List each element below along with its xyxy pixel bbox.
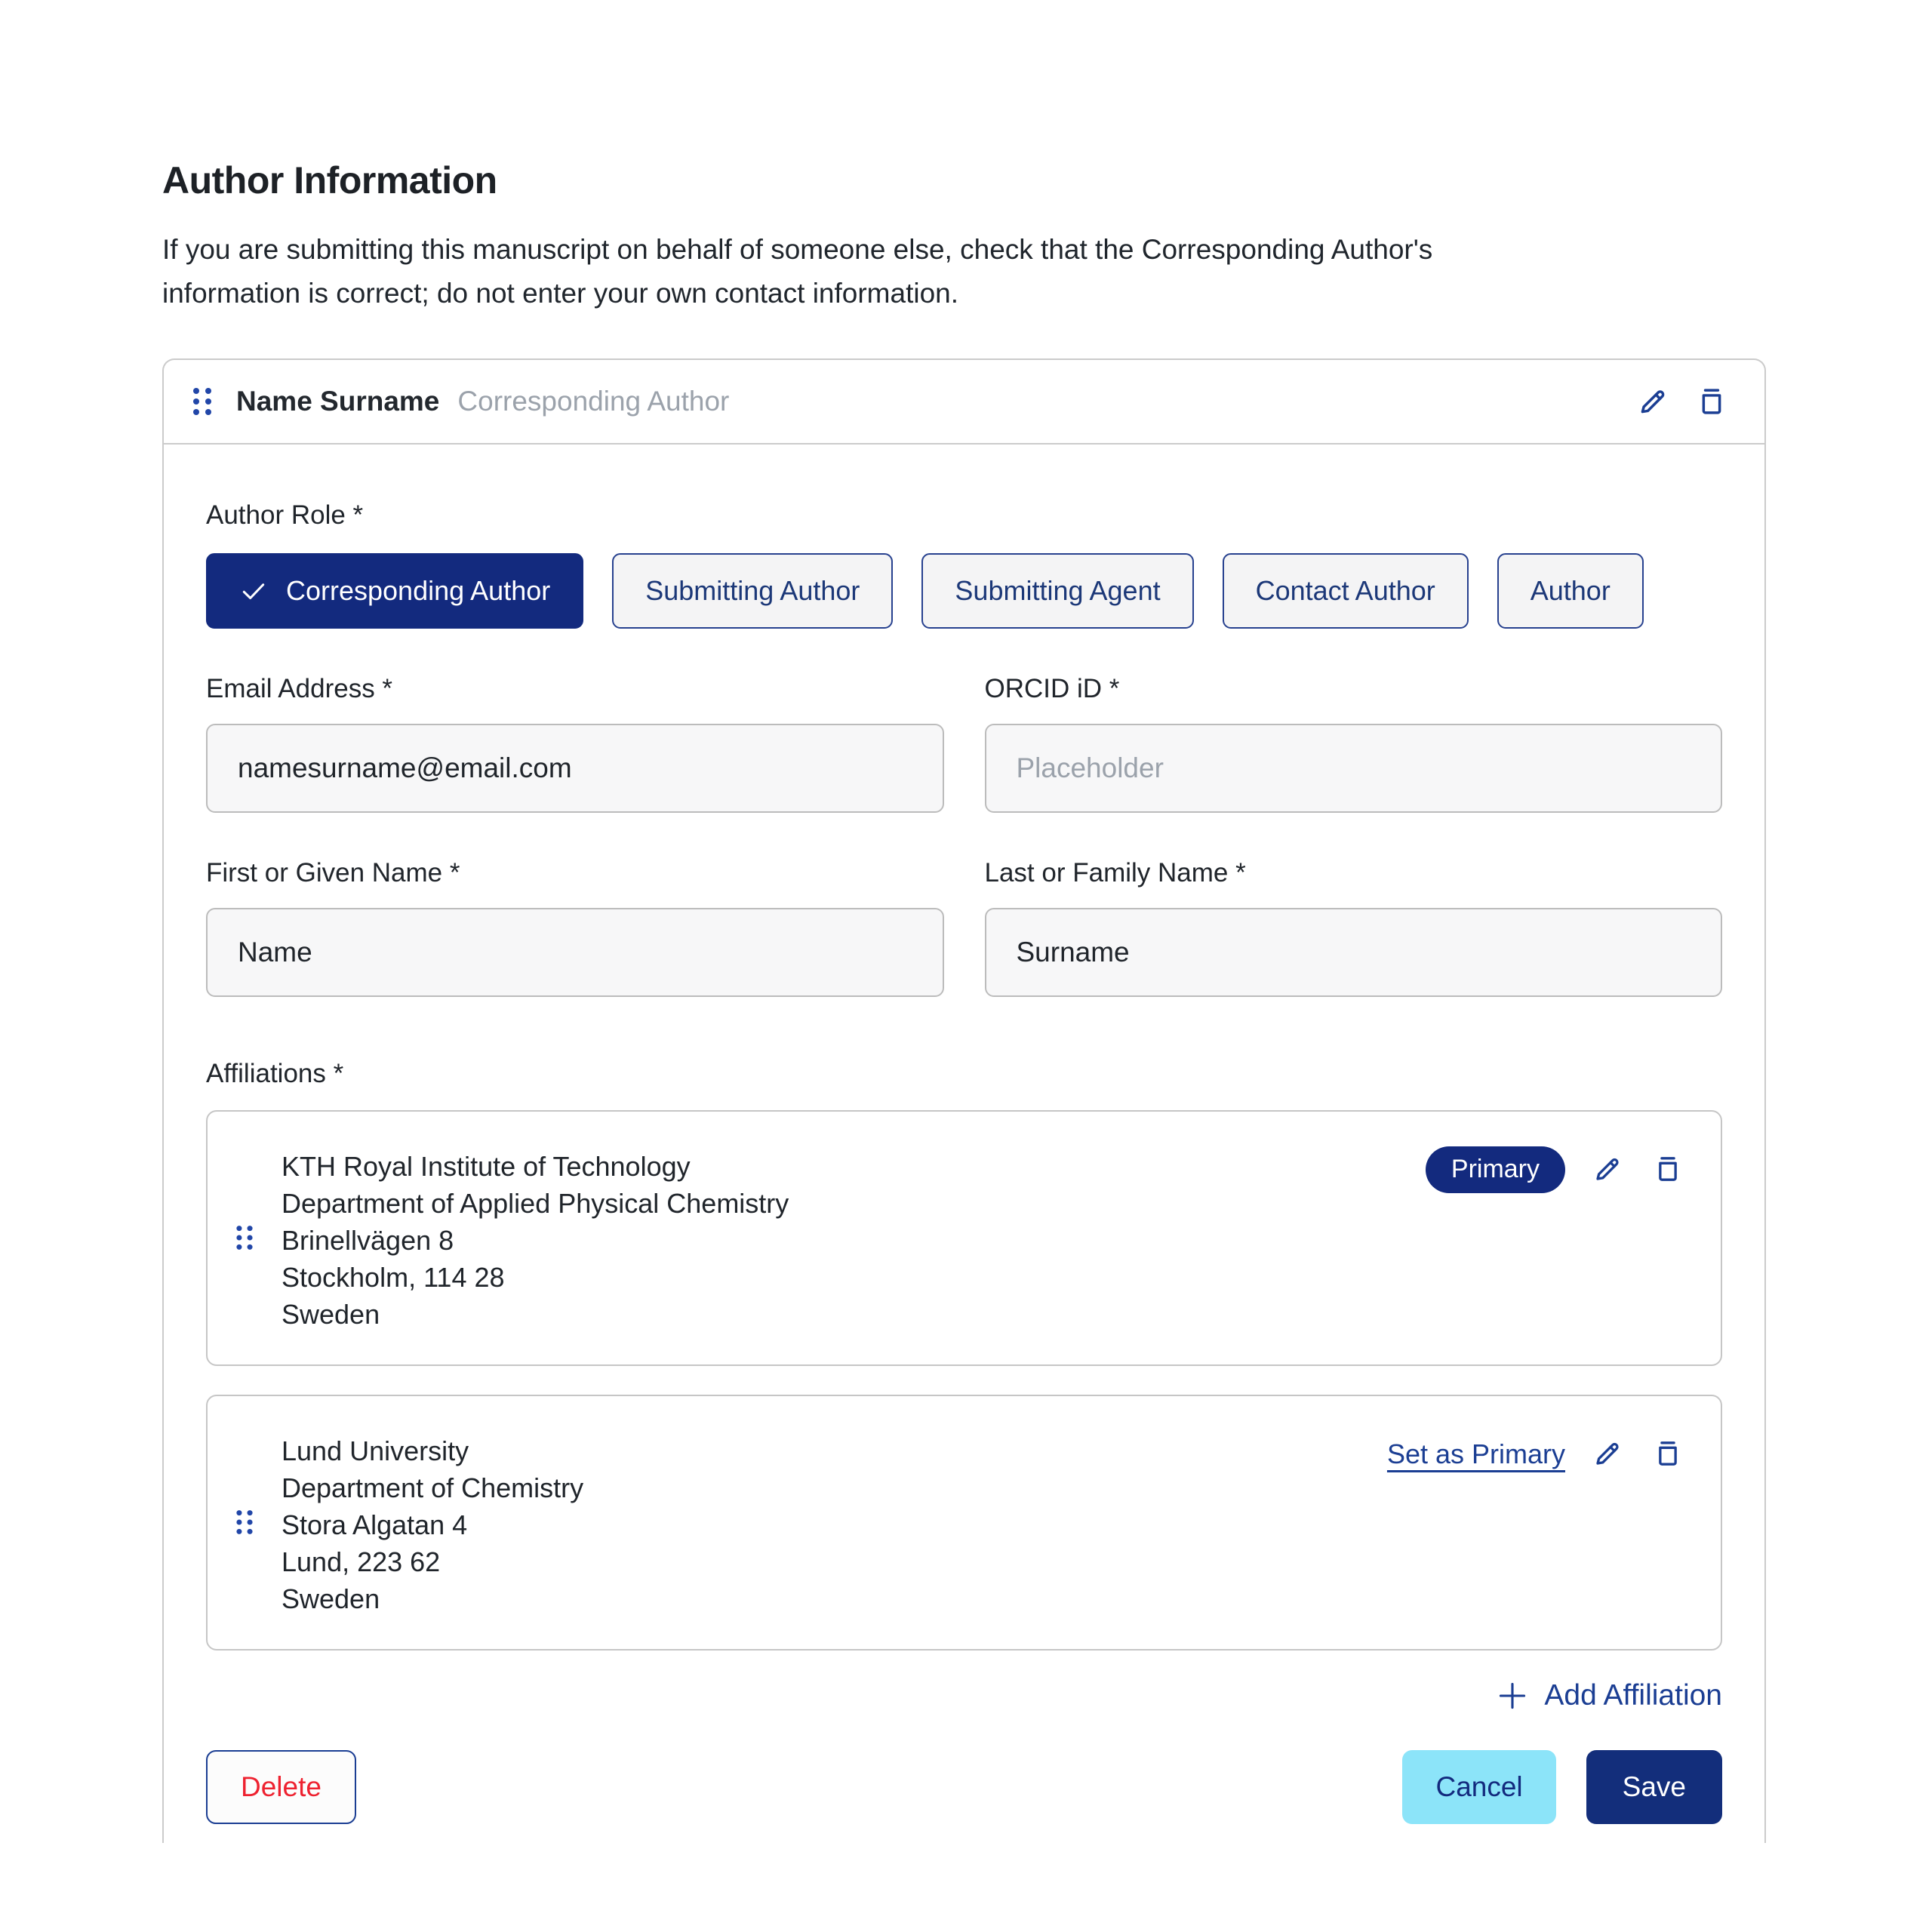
- author-role-label: Author Role *: [206, 500, 364, 530]
- email-input[interactable]: [206, 724, 944, 813]
- email-label: Email Address *: [206, 673, 393, 703]
- delete-button[interactable]: Delete: [206, 1750, 356, 1824]
- affiliations-label: Affiliations *: [206, 1058, 344, 1088]
- role-option-label: Contact Author: [1255, 574, 1435, 606]
- role-option-corresponding-author[interactable]: [206, 553, 583, 629]
- author-role-options: [206, 553, 1722, 629]
- add-affiliation-label: Add Affiliation: [1544, 1678, 1722, 1712]
- affiliation-department: Department of Applied Physical Chemistry: [281, 1187, 789, 1219]
- affiliation-street: Stora Algatan 4: [281, 1509, 468, 1540]
- set-as-primary-link[interactable]: Set as Primary: [1386, 1438, 1565, 1469]
- role-option-label: Submitting Author: [645, 574, 860, 606]
- orcid-input[interactable]: [985, 724, 1723, 813]
- author-card-header: [164, 360, 1764, 445]
- affiliation-country: Sweden: [281, 1298, 380, 1330]
- edit-author-button[interactable]: [1635, 383, 1671, 420]
- affiliation-street: Brinellvägen 8: [281, 1224, 454, 1256]
- affiliation-address: [281, 1143, 1426, 1333]
- role-option-submitting-author[interactable]: [612, 553, 893, 629]
- pencil-icon: [1592, 1438, 1623, 1469]
- delete-affiliation-button[interactable]: [1650, 1435, 1686, 1472]
- affiliation-city: Lund, 223 62: [281, 1546, 441, 1577]
- first-name-field-group: [206, 858, 944, 997]
- first-name-input[interactable]: [206, 908, 944, 997]
- author-card-body: [164, 445, 1764, 1824]
- plus-icon: [1496, 1679, 1529, 1712]
- affiliation-card-kth: [206, 1110, 1722, 1366]
- drag-handle-icon[interactable]: [233, 1507, 256, 1537]
- affiliation-address: [281, 1428, 1387, 1617]
- first-name-label: First or Given Name *: [206, 857, 460, 888]
- orcid-field-group: [985, 674, 1723, 813]
- add-affiliation-button[interactable]: [1496, 1679, 1722, 1712]
- last-name-label: Last or Family Name *: [984, 857, 1246, 888]
- role-option-submitting-agent[interactable]: [921, 553, 1193, 629]
- affiliation-city: Stockholm, 114 28: [281, 1261, 505, 1293]
- affiliation-department: Department of Chemistry: [281, 1472, 584, 1503]
- role-option-author[interactable]: [1497, 553, 1644, 629]
- page-title: Author Information: [162, 159, 497, 202]
- affiliation-institution: Lund University: [281, 1435, 469, 1466]
- check-icon: [239, 577, 268, 605]
- delete-author-button[interactable]: [1694, 383, 1730, 420]
- last-name-input[interactable]: [985, 908, 1723, 997]
- cancel-button[interactable]: Cancel: [1402, 1750, 1555, 1824]
- author-name: Name Surname: [236, 385, 440, 417]
- affiliation-country: Sweden: [281, 1583, 380, 1614]
- page-description: If you are submitting this manuscript on behalf of someone else, check that the Corresponding Author's information is correct; do not enter your own contact information.: [162, 234, 1433, 309]
- last-name-field-group: [985, 858, 1723, 997]
- affiliation-institution: KTH Royal Institute of Technology: [281, 1150, 691, 1182]
- drag-handle-icon[interactable]: [189, 385, 215, 418]
- trash-icon: [1695, 385, 1728, 418]
- author-card: [162, 358, 1766, 1843]
- role-option-label: Author: [1530, 574, 1611, 606]
- delete-affiliation-button[interactable]: [1650, 1151, 1686, 1187]
- primary-badge: Primary: [1426, 1146, 1565, 1193]
- trash-icon: [1652, 1153, 1684, 1185]
- role-option-label: Submitting Agent: [955, 574, 1161, 606]
- edit-affiliation-button[interactable]: [1589, 1151, 1626, 1187]
- affiliation-actions: [1387, 1428, 1686, 1617]
- card-footer: [206, 1750, 1722, 1824]
- affiliation-handle-col: [208, 1143, 281, 1333]
- affiliation-card-lund: [206, 1395, 1722, 1651]
- save-button[interactable]: Save: [1586, 1750, 1722, 1824]
- role-option-label: Corresponding Author: [286, 574, 551, 606]
- trash-icon: [1652, 1438, 1684, 1469]
- affiliation-handle-col: [208, 1428, 281, 1617]
- orcid-label: ORCID iD *: [984, 673, 1120, 703]
- edit-affiliation-button[interactable]: [1589, 1435, 1626, 1472]
- email-field-group: [206, 674, 944, 813]
- affiliation-actions: [1426, 1143, 1686, 1333]
- role-option-contact-author[interactable]: [1223, 553, 1469, 629]
- pencil-icon: [1636, 385, 1669, 418]
- pencil-icon: [1592, 1153, 1623, 1185]
- author-role-subtitle: Corresponding Author: [457, 385, 730, 417]
- drag-handle-icon[interactable]: [233, 1223, 256, 1253]
